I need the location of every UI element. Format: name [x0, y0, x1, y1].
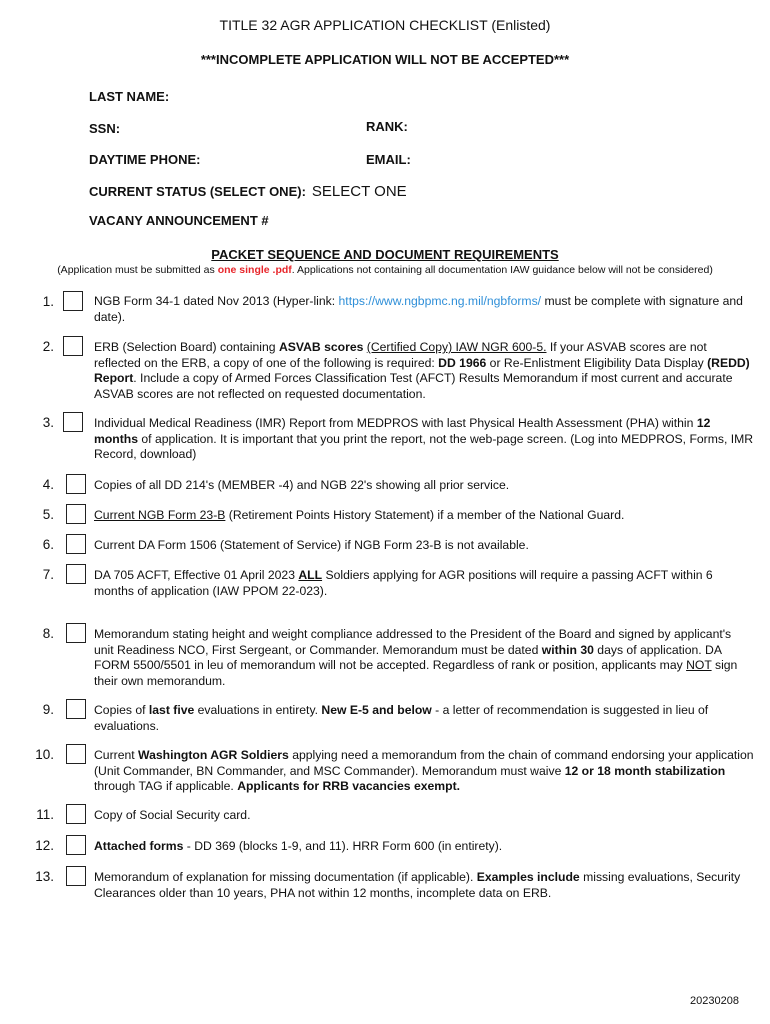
pdf-requirement: one single .pdf: [217, 264, 292, 276]
item-number: 8.: [42, 626, 54, 641]
item-number: 11.: [36, 807, 54, 822]
incomplete-warning: ***INCOMPLETE APPLICATION WILL NOT BE ACCEPTED***: [200, 52, 570, 67]
ssn-label: SSN:: [89, 121, 121, 136]
ngb-forms-link[interactable]: https://www.ngbpmc.ng.mil/ngbforms/: [338, 294, 542, 308]
checkbox-item-12[interactable]: [66, 835, 86, 855]
checkbox-item-7[interactable]: [66, 564, 86, 584]
item-4-text: Copies of all DD 214's (MEMBER -4) and NGB 22's showing all prior service.: [94, 478, 510, 492]
section-title: PACKET SEQUENCE AND DOCUMENT REQUIREMENTS: [211, 247, 559, 262]
vacancy-label: VACANY ANNOUNCEMENT #: [89, 213, 269, 228]
item-number: 3.: [42, 415, 54, 430]
item-9-text: Copies of last five evaluations in entirety. New E-5 and below - a letter of recommendation is suggested in lieu of evaluations.: [94, 703, 709, 733]
checkbox-item-3[interactable]: [63, 412, 83, 432]
item-12-text: Attached forms - DD 369 (blocks 1-9, and 11). HRR Form 600 (in entirety).: [94, 839, 503, 853]
checkbox-item-4[interactable]: [66, 474, 86, 494]
item-2-text: ERB (Selection Board) containing ASVAB scores (Certified Copy) IAW NGR 600-5. If your ASVAB scores are not reflected on the ERB, a copy of one of the following is required: DD 1966 or Re-Enlistment Eligibility Data Display (REDD) Report. Include a copy of Armed Forces Classification Test (AFCT) Results Memorandum if most current and accurate ASVAB scores are not reflected on requested documentation.: [94, 340, 750, 401]
item-11-text: Copy of Social Security card.: [94, 808, 251, 822]
checkbox-item-10[interactable]: [66, 744, 86, 764]
document-date-code: 20230208: [690, 995, 739, 1007]
item-3-text: Individual Medical Readiness (IMR) Report from MEDPROS with last Physical Health Assessment (PHA) within 12 months of application. It is important that you print the report, not the web-page screen. (Log into MEDPROS, Forms, IMR Record, download): [94, 416, 754, 461]
item-13-text: Memorandum of explanation for missing documentation (if applicable). Examples include missing evaluations, Security Clearances older than 10 years, PHA not within 12 months, incomplete data on ERB.: [94, 870, 741, 900]
current-status-select[interactable]: SELECT ONE: [311, 183, 407, 200]
rank-label: RANK:: [366, 119, 408, 134]
checkbox-item-13[interactable]: [66, 866, 86, 886]
item-5-text: Current NGB Form 23-B (Retirement Points History Statement) if a member of the National Guard.: [94, 508, 625, 522]
checkbox-item-8[interactable]: [66, 623, 86, 643]
item-number: 5.: [42, 507, 54, 522]
current-status-row: [89, 183, 407, 200]
item-number: 13.: [35, 869, 54, 884]
item-number: 7.: [42, 567, 54, 582]
item-1-text: NGB Form 34-1 dated Nov 2013 (Hyper-link: https://www.ngbpmc.ng.mil/ngbforms/ must be complete with signature and date).: [94, 294, 743, 324]
item-7-text: DA 705 ACFT, Effective 01 April 2023 ALL Soldiers applying for AGR positions will require a passing ACFT within 6 months of application (IAW PPOM 22-023).: [94, 568, 713, 598]
checkbox-item-9[interactable]: [66, 699, 86, 719]
item-number: 2.: [42, 339, 54, 354]
item-10-text: Current Washington AGR Soldiers applying need a memorandum from the chain of command endorsing your application (Unit Commander, BN Commander, and MSC Commander). Memorandum must waive 12 or 18 month stabilization through TAG if applicable. Applicants for RRB vacancies exempt.: [94, 748, 754, 793]
daytime-phone-label: DAYTIME PHONE:: [89, 152, 201, 167]
item-number: 1.: [42, 294, 54, 309]
checkbox-item-2[interactable]: [63, 336, 83, 356]
item-number: 4.: [42, 477, 54, 492]
item-6-text: Current DA Form 1506 (Statement of Service) if NGB Form 23-B is not available.: [94, 538, 529, 552]
item-number: 12.: [35, 838, 54, 853]
item-8-text: Memorandum stating height and weight compliance addressed to the President of the Board and signed by applicant's unit Readiness NCO, First Sergeant, or Commander. Memorandum must be dated within 30 days of application. DA FORM 5500/5501 in leu of memorandum will not be accepted. Regardless of rank or position, applicants may NOT sign their own memorandum.: [94, 627, 738, 688]
email-label: EMAIL:: [366, 152, 411, 167]
checkbox-item-11[interactable]: [66, 804, 86, 824]
last-name-label: LAST NAME:: [89, 89, 170, 104]
item-number: 9.: [42, 702, 54, 717]
checkbox-item-1[interactable]: [63, 291, 83, 311]
page-title: TITLE 32 AGR APPLICATION CHECKLIST (Enlisted): [219, 17, 551, 33]
checkbox-item-5[interactable]: [66, 504, 86, 524]
item-number: 6.: [42, 537, 54, 552]
checkbox-item-6[interactable]: [66, 534, 86, 554]
item-number: 10.: [35, 747, 54, 762]
current-status-label: CURRENT STATUS (SELECT ONE):: [89, 184, 306, 199]
section-note: (Application must be submitted as one single .pdf. Applications not containing all documentation IAW guidance below will not be considered): [57, 264, 713, 276]
